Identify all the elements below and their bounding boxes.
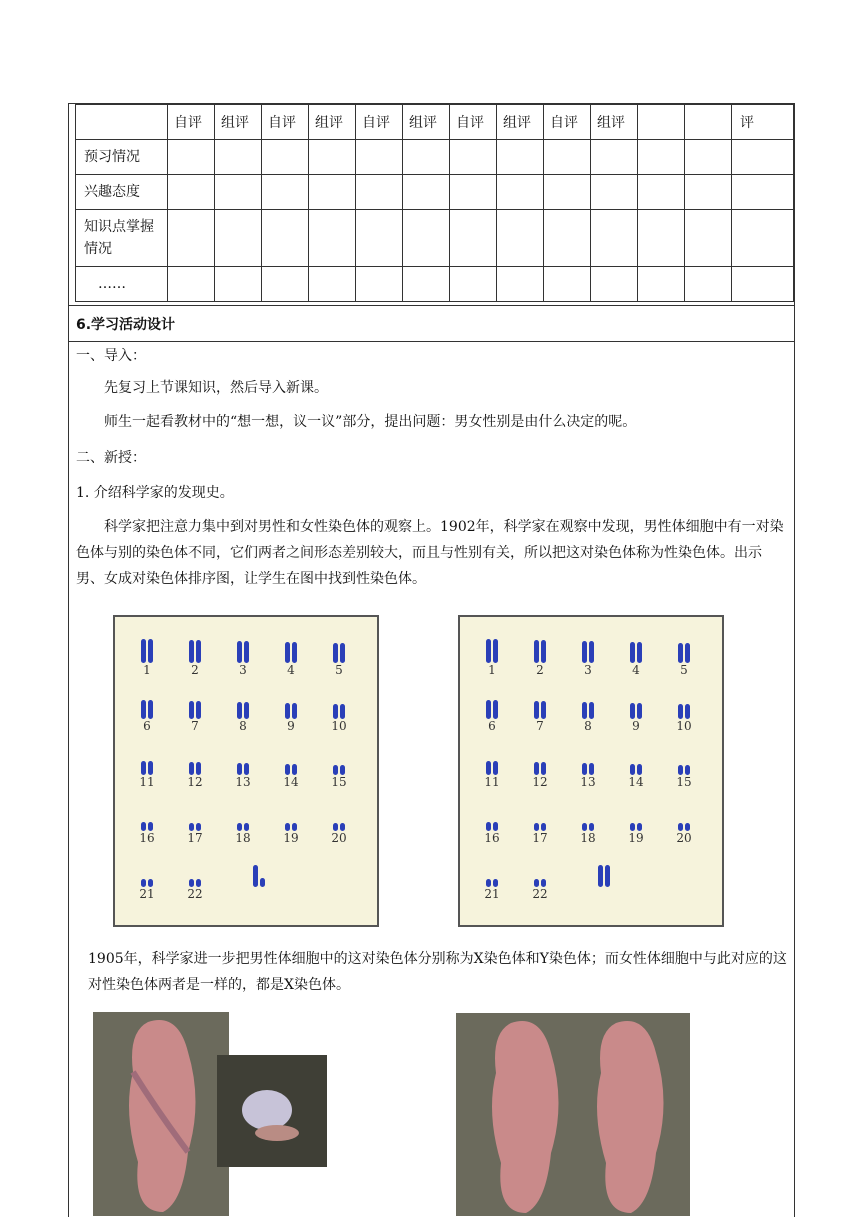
- chromosome-pair: [472, 863, 512, 901]
- chromosome-pair: [664, 751, 704, 789]
- female-karyotype-image: [458, 615, 724, 927]
- header-cell: 自评: [356, 105, 403, 140]
- chromosome-number-label: 3: [584, 663, 592, 677]
- chromosome-mark: [340, 704, 345, 719]
- chromosome-number-label: 17: [532, 831, 548, 845]
- row-label: ……: [76, 267, 168, 302]
- chromosome-number-label: 6: [143, 719, 151, 733]
- chromosome-pair: [127, 807, 167, 845]
- chromosome-mark: [237, 702, 242, 719]
- chromosome-pair: [568, 751, 608, 789]
- header-cell: 组评: [591, 105, 638, 140]
- chromosome-mark: [685, 823, 690, 831]
- chromosome-mark: [630, 764, 635, 775]
- chromosome-mark: [244, 763, 249, 775]
- chromosome-mark: [493, 822, 498, 831]
- chromosome-mark: [141, 822, 146, 831]
- chromosome-number-label: 11: [484, 775, 500, 789]
- chromosome-mark: [589, 702, 594, 719]
- chromosome-mark: [678, 704, 683, 719]
- chromosome-number-label: 9: [632, 719, 640, 733]
- chromosome-number-label: 13: [235, 775, 251, 789]
- xx-chromosome-photo: [456, 1013, 690, 1216]
- chromosome-mark: [141, 639, 146, 663]
- chromosome-mark: [141, 879, 146, 887]
- chromosome-number-label: 9: [287, 719, 295, 733]
- chromosome-number-label: 16: [139, 831, 155, 845]
- chromosome-mark: [333, 704, 338, 719]
- chromosome-pair: [616, 751, 656, 789]
- chromosome-number-label: 4: [632, 663, 640, 677]
- chromosome-mark: [541, 762, 546, 775]
- chromosome-mark: [148, 700, 153, 719]
- chromosome-mark: [637, 823, 642, 831]
- table-header-row: [76, 105, 794, 140]
- chromosome-pair: [520, 751, 560, 789]
- header-cell: 评: [732, 105, 794, 140]
- chromosome-mark: [637, 703, 642, 719]
- header-cell: [76, 105, 168, 140]
- header-cell: 自评: [262, 105, 309, 140]
- chromosome-number-label: 2: [536, 663, 544, 677]
- chromosome-pair: [520, 639, 560, 677]
- chromosome-pair: [616, 695, 656, 733]
- chromosome-number-label: 1: [488, 663, 496, 677]
- intro-paragraph: 师生一起看教材中的“想一想，议一议”部分，提出问题：男女性别是由什么决定的呢。: [104, 414, 637, 430]
- chromosome-mark: [141, 761, 146, 775]
- chromosome-pair: [127, 695, 167, 733]
- intro-heading: 一、导入：: [76, 348, 146, 364]
- chromosome-number-label: 13: [580, 775, 596, 789]
- chromosome-mark: [141, 700, 146, 719]
- chromosome-mark: [189, 823, 194, 831]
- chromosome-pair: [175, 751, 215, 789]
- chromosome-mark: [534, 701, 539, 719]
- chromosome-pair: [664, 639, 704, 677]
- chromosome-pair: [616, 807, 656, 845]
- chromosome-mark: [189, 879, 194, 887]
- chromosome-mark: [582, 823, 587, 831]
- chromosome-mark: [685, 765, 690, 775]
- chromosome-pair: [319, 807, 359, 845]
- chromosome-mark: [637, 642, 642, 663]
- chromosome-number-label: 16: [484, 831, 500, 845]
- chromosome-mark: [148, 761, 153, 775]
- chromosome-mark: [340, 823, 345, 831]
- chromosome-pair: [472, 639, 512, 677]
- chromosome-pair: [175, 807, 215, 845]
- chromosome-mark: [486, 761, 491, 775]
- chromosome-number-label: 22: [532, 887, 548, 901]
- chromosome-mark: [196, 640, 201, 663]
- chromosome-mark: [630, 703, 635, 719]
- chromosome-mark: [582, 641, 587, 663]
- chromosome-number-label: 18: [235, 831, 251, 845]
- x-chromosome-photo: [93, 1012, 229, 1216]
- chromosome-mark: [148, 879, 153, 887]
- chromosome-mark: [285, 703, 290, 719]
- chromosome-mark: [534, 640, 539, 663]
- chromosome-pair: [664, 695, 704, 733]
- chromosome-number-label: 14: [628, 775, 644, 789]
- header-cell: [685, 105, 732, 140]
- chromosome-pair: [271, 807, 311, 845]
- chromosome-pair: [616, 639, 656, 677]
- chromosome-number-label: 2: [191, 663, 199, 677]
- chromosome-mark: [237, 823, 242, 831]
- chromosome-pair: [271, 639, 311, 677]
- chromosome-pair: [568, 807, 608, 845]
- chromosome-pair: [127, 751, 167, 789]
- chromosome-number-label: 19: [628, 831, 644, 845]
- y-chromosome-photo: [217, 1055, 327, 1167]
- chromosome-number-label: 5: [335, 663, 343, 677]
- chromosome-mark: [541, 640, 546, 663]
- chromosome-number-label: 19: [283, 831, 299, 845]
- table-row: [76, 175, 794, 210]
- body-paragraph: 1905年，科学家进一步把男性体细胞中的这对染色体分别称为X染色体和Y染色体；而女性体细胞中与此对应的这对性染色体两者是一样的，都是X染色体。: [88, 951, 787, 993]
- header-cell: 自评: [168, 105, 215, 140]
- chromosome-number-label: 15: [331, 775, 347, 789]
- chromosome-number-label: 7: [536, 719, 544, 733]
- chromosome-mark: [630, 642, 635, 663]
- divider: [68, 305, 794, 306]
- sex-chromosome-pair: [239, 863, 279, 887]
- chromosome-pair: [223, 807, 263, 845]
- chromosome-pair: [319, 695, 359, 733]
- chromosome-mark: [340, 643, 345, 663]
- intro-paragraph: 先复习上节课知识，然后导入新课。: [104, 380, 328, 396]
- chromosome-pair: [568, 639, 608, 677]
- chromosome-mark: [589, 823, 594, 831]
- chromosome-mark: [196, 879, 201, 887]
- chromosome-mark: [541, 879, 546, 887]
- male-karyotype-image: [113, 615, 379, 927]
- chromosome-pair: [520, 863, 560, 901]
- chromosome-pair: [319, 639, 359, 677]
- table-row: [76, 140, 794, 175]
- chromosome-mark: [244, 702, 249, 719]
- chromosome-pair: [223, 751, 263, 789]
- chromosome-pair: [271, 751, 311, 789]
- x-chromosome-icon: [93, 1012, 229, 1216]
- sex-chromosome-pair: [584, 863, 624, 887]
- chromosome-number-label: 12: [532, 775, 548, 789]
- y-chromosome-icon: [217, 1055, 327, 1167]
- chromosome-mark: [637, 764, 642, 775]
- chromosome-mark: [292, 764, 297, 775]
- chromosome-mark: [534, 823, 539, 831]
- chromosome-mark: [486, 700, 491, 719]
- chromosome-pair: [175, 863, 215, 901]
- chromosome-number-label: 6: [488, 719, 496, 733]
- chromosome-pair: [472, 751, 512, 789]
- chromosome-mark: [605, 865, 610, 887]
- chromosome-mark: [333, 823, 338, 831]
- header-cell: 自评: [450, 105, 497, 140]
- chromosome-mark: [582, 702, 587, 719]
- chromosome-number-label: 11: [139, 775, 155, 789]
- chromosome-mark: [285, 823, 290, 831]
- header-cell: 组评: [497, 105, 544, 140]
- chromosome-pair: [472, 807, 512, 845]
- chromosome-mark: [148, 639, 153, 663]
- chromosome-mark: [189, 762, 194, 775]
- table-row: [76, 267, 794, 302]
- header-cell: 组评: [309, 105, 356, 140]
- chromosome-pair: [319, 751, 359, 789]
- chromosome-number-label: 8: [584, 719, 592, 733]
- chromosome-mark: [541, 823, 546, 831]
- chromosome-pair: [127, 639, 167, 677]
- chromosome-mark: [493, 700, 498, 719]
- chromosome-mark: [285, 642, 290, 663]
- evaluation-table: [75, 104, 794, 302]
- chromosome-mark: [333, 765, 338, 775]
- chromosome-mark: [678, 765, 683, 775]
- chromosome-pair: [223, 695, 263, 733]
- chromosome-mark: [253, 865, 258, 887]
- chromosome-number-label: 18: [580, 831, 596, 845]
- chromosome-pair: [127, 863, 167, 901]
- chromosome-number-label: 17: [187, 831, 203, 845]
- chromosome-number-label: 21: [139, 887, 155, 901]
- divider: [68, 341, 794, 342]
- chromosome-mark: [630, 823, 635, 831]
- chromosome-mark: [534, 762, 539, 775]
- chromosome-mark: [237, 763, 242, 775]
- chromosome-mark: [292, 823, 297, 831]
- chromosome-mark: [244, 823, 249, 831]
- chromosome-number-label: 14: [283, 775, 299, 789]
- chromosome-pair: [568, 695, 608, 733]
- chromosome-mark: [260, 878, 265, 887]
- chromosome-mark: [678, 823, 683, 831]
- xx-chromosome-icon: [456, 1013, 690, 1216]
- chromosome-pair: [520, 695, 560, 733]
- chromosome-mark: [598, 865, 603, 887]
- chromosome-mark: [148, 822, 153, 831]
- chromosome-number-label: 5: [680, 663, 688, 677]
- chromosome-number-label: 20: [676, 831, 692, 845]
- chromosome-pair: [175, 639, 215, 677]
- new-heading: 二、新授：: [76, 450, 146, 466]
- chromosome-number-label: 8: [239, 719, 247, 733]
- chromosome-mark: [196, 823, 201, 831]
- chromosome-mark: [589, 641, 594, 663]
- chromosome-mark: [493, 639, 498, 663]
- chromosome-mark: [237, 641, 242, 663]
- header-cell: [638, 105, 685, 140]
- chromosome-number-label: 7: [191, 719, 199, 733]
- chromosome-mark: [493, 879, 498, 887]
- chromosome-mark: [582, 763, 587, 775]
- header-cell: 组评: [215, 105, 262, 140]
- chromosome-mark: [189, 640, 194, 663]
- row-label: 知识点掌握情况: [76, 210, 168, 267]
- chromosome-mark: [541, 701, 546, 719]
- table-row: [76, 210, 794, 267]
- chromosome-pair: [223, 639, 263, 677]
- header-cell: 组评: [403, 105, 450, 140]
- chromosome-number-label: 21: [484, 887, 500, 901]
- chromosome-number-label: 4: [287, 663, 295, 677]
- chromosome-mark: [196, 762, 201, 775]
- chromosome-mark: [685, 704, 690, 719]
- chromosome-mark: [340, 765, 345, 775]
- chromosome-mark: [189, 701, 194, 719]
- chromosome-pair: [175, 695, 215, 733]
- header-cell: 自评: [544, 105, 591, 140]
- chromosome-mark: [678, 643, 683, 663]
- chromosome-mark: [292, 642, 297, 663]
- chromosome-mark: [534, 879, 539, 887]
- section-title: 6.学习活动设计: [76, 317, 176, 333]
- chromosome-mark: [486, 639, 491, 663]
- chromosome-mark: [292, 703, 297, 719]
- chromosome-mark: [486, 822, 491, 831]
- chromosome-mark: [196, 701, 201, 719]
- chromosome-mark: [685, 643, 690, 663]
- chromosome-number-label: 22: [187, 887, 203, 901]
- chromosome-pair: [472, 695, 512, 733]
- chromosome-pair: [664, 807, 704, 845]
- body-paragraph: 科学家把注意力集中到对男性和女性染色体的观察上。1902年，科学家在观察中发现，男性体细胞中有一对染色体与别的染色体不同，它们两者之间形态差别较大，而且与性别有关，所以把这对染色体称为性染色体。出示男、女成对染色体排序图，让学生在图中找到性染色体。: [76, 519, 784, 587]
- chromosome-pair: [520, 807, 560, 845]
- chromosome-pair: [271, 695, 311, 733]
- chromosome-number-label: 10: [676, 719, 692, 733]
- chromosome-number-label: 20: [331, 831, 347, 845]
- chromosome-mark: [486, 879, 491, 887]
- chromosome-mark: [589, 763, 594, 775]
- chromosome-mark: [285, 764, 290, 775]
- chromosome-number-label: 3: [239, 663, 247, 677]
- row-label: 兴趣态度: [76, 175, 168, 210]
- list-item: 1. 介绍科学家的发现史。: [76, 485, 234, 501]
- chromosome-number-label: 12: [187, 775, 203, 789]
- chromosome-number-label: 1: [143, 663, 151, 677]
- chromosome-number-label: 10: [331, 719, 347, 733]
- chromosome-mark: [493, 761, 498, 775]
- chromosome-mark: [333, 643, 338, 663]
- row-label: 预习情况: [76, 140, 168, 175]
- chromosome-mark: [244, 641, 249, 663]
- chromosome-number-label: 15: [676, 775, 692, 789]
